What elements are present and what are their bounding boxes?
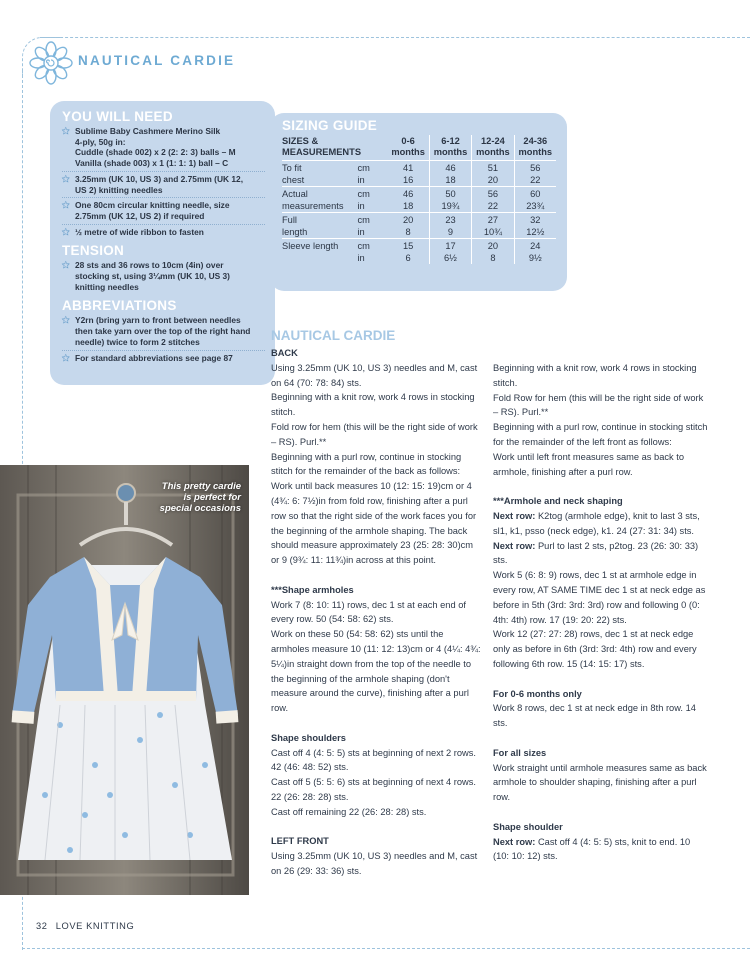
star-icon: ✩: [62, 260, 70, 271]
pattern-paragraph: [493, 568, 708, 627]
pattern-paragraph: [493, 361, 708, 391]
paragraph-text: LEFT FRONT: [271, 836, 329, 847]
star-icon: ✩: [62, 352, 70, 363]
table-row: Actual cm 46 50 56 60: [282, 187, 556, 201]
cardie-photo: [0, 465, 249, 895]
star-icon: ✩: [62, 173, 70, 184]
size-column-header: 6-12 months: [429, 135, 471, 161]
star-icon: ✩: [62, 226, 70, 237]
paragraph-text: Fold row for hem (this will be the right side of work – RS). Purl.**: [271, 421, 478, 447]
table-row: Full cm 20 23 27 32: [282, 213, 556, 227]
paragraph-text: ***Armhole and neck shaping: [493, 496, 623, 507]
pattern-paragraph: [271, 627, 483, 716]
paragraph-text: Cast off remaining 22 (26: 28: 28) sts.: [271, 806, 427, 817]
pattern-paragraph: [271, 805, 483, 820]
you-will-need-list: [62, 126, 265, 239]
table-row: To fit cm 41 46 51 56: [282, 161, 556, 175]
section-heading: [493, 746, 708, 761]
paragraph-text: Cast off 4 (4: 5: 5) sts at beginning of next 2 rows. 42 (46: 48: 52) sts.: [271, 747, 476, 773]
paragraph-text: Work straight until armhole measures same as back armhole to shoulder shaping, finishing after a purl row.: [493, 762, 707, 803]
frame-top-border: [40, 37, 750, 38]
section-heading: [493, 820, 708, 835]
magazine-name: LOVE KNITTING: [55, 921, 135, 931]
you-will-need-heading: YOU WILL NEED: [62, 109, 173, 124]
table-row: Sleeve length cm 15 17 20 24: [282, 239, 556, 253]
pattern-paragraph: [493, 420, 708, 450]
row-label: Next row:: [493, 836, 536, 847]
paragraph-text: ***Shape armholes: [271, 584, 354, 595]
pattern-title: NAUTICAL CARDIE: [271, 328, 396, 343]
paragraph-text: Work 5 (6: 8: 9) rows, dec 1 st at armhole edge in every row, AT SAME TIME dec 1 st at neck edge as before in 5th (3rd: 3rd: 3rd) row and following 0 (0: 4th: 4th) row. 17 (19: 20: 22) sts.: [493, 570, 706, 625]
section-heading: [271, 834, 483, 849]
pattern-paragraph: [271, 598, 483, 628]
list-item: ✩ Y2rn (bring yarn to front between needles then take yarn over the top of the right hand needle) twice to form 2 stitches: [62, 315, 265, 350]
sizes-header: SIZES & MEASUREMENTS: [282, 136, 362, 157]
list-item: ✩ 3.25mm (UK 10, US 3) and 2.75mm (UK 12, US 2) knitting needles: [62, 174, 265, 198]
size-column-header: 0-6 months: [391, 136, 425, 157]
paragraph-text: Beginning with a knit row, work 4 rows in stocking stitch.: [493, 363, 697, 388]
star-icon: ✩: [62, 126, 70, 136]
section-heading: [271, 346, 483, 361]
pattern-paragraph: [493, 761, 708, 805]
row-label: Next row:: [493, 540, 536, 551]
section-heading: [493, 494, 708, 509]
pattern-paragraph: [493, 835, 708, 865]
photo-caption: This pretty cardie is perfect for special occasions: [159, 481, 241, 514]
paragraph-text: Using 3.25mm (UK 10, US 3) needles and M, cast on 26 (29: 33: 36) sts.: [271, 851, 478, 876]
paragraph-text: Work 7 (8: 10: 11) rows, dec 1 st at each end of every row. 50 (54: 58: 62) sts.: [271, 599, 466, 625]
sizing-guide-heading: SIZING GUIDE: [282, 118, 378, 133]
list-item: ✩ One 80cm circular knitting needle, size 2.75mm (UK 12, US 2) if required: [62, 200, 265, 224]
paragraph-text: Beginning with a purl row, continue in stocking stitch for the remainder of the left front as follows:: [493, 422, 708, 447]
paragraph-text: Work 12 (27: 27: 28) rows, dec 1 st at neck edge only as before in 6th (3rd: 3rd: 4th) row and every following 6th row. 15 (14: 15: 17) sts.: [493, 629, 697, 669]
paragraph-text: K2tog (armhole edge), knit to last 3 sts, sl1, k1, psso (neck edge), k1. 24 (27: 31: 34) sts.: [493, 510, 700, 536]
pattern-paragraph: [493, 701, 708, 731]
paragraph-text: For 0-6 months only: [493, 688, 582, 699]
section-heading: [271, 583, 483, 598]
paragraph-text: Work on these 50 (54: 58: 62) sts until the armholes measure 10 (11: 12: 13)cm or 4 (4¼: 4¾: 5¼)in straight down from the top of the needle to the beginning of the armhole shaping (don't measure around the curve), finishing after a purl row.: [271, 629, 481, 714]
star-icon: ✩: [62, 315, 70, 326]
paragraph-text: Purl to last 2 sts, p2tog. 23 (26: 30: 33) sts.: [493, 540, 699, 566]
paragraph-text: Beginning with a purl row, continue in stocking stitch for the remainder of the back as follows: Work until back measures 10 (12: 15: 19)cm or 4 (4¾: 6: 7½)in from fold row, finishing after a purl row so that the right side of the work faces you for the beginning of the armhole shaping. The back should measure approximately 23 (25: 28: 30)cm or 9 (9¾: 11: 11¾)in across at this point.: [271, 451, 477, 566]
table-row: chest in 16 18 20 22: [282, 175, 556, 187]
paragraph-text: Shape shoulder: [493, 821, 563, 832]
abbreviations-list: [62, 315, 265, 365]
you-will-need-panel: [50, 101, 275, 385]
star-icon: ✩: [62, 200, 70, 211]
table-row: in 6 6½ 8 9½: [282, 253, 556, 265]
paragraph-text: For all sizes: [493, 747, 547, 758]
paragraph-text: BACK: [271, 348, 298, 358]
table-row: measurements in 18 19¾ 22 23¾: [282, 201, 556, 213]
paragraph-text: Cast off 4 (4: 5: 5) sts, knit to end. 10 (10: 10: 12) sts.: [493, 836, 691, 862]
list-item: ✩ 28 sts and 36 rows to 10cm (4in) over stocking st, using 3¼mm (UK 10, US 3) knitting needles: [62, 260, 230, 292]
pattern-paragraph: [493, 539, 708, 569]
page-title: NAUTICAL CARDIE: [78, 53, 236, 68]
size-column-header: 12-24 months: [472, 135, 514, 161]
pattern-paragraph: [271, 420, 483, 450]
spiral-flower-icon: [28, 40, 74, 86]
pattern-paragraph: [271, 390, 483, 420]
pattern-paragraph: [493, 391, 708, 421]
list-item: ✩ Sublime Baby Cashmere Merino Silk 4-ply, 50g in: Cuddle (shade 002) x 2 (2: 2: 3) balls – M Vanilla (shade 003) x 1 (1: 1: 1) ball – C: [62, 126, 265, 172]
pattern-column-2: [493, 361, 708, 864]
page-footer: [36, 921, 134, 931]
paragraph-text: Beginning with a knit row, work 4 rows in stocking stitch.: [271, 392, 475, 418]
pattern-paragraph: [493, 509, 708, 539]
pattern-paragraph: [271, 450, 483, 568]
pattern-column-1: [271, 346, 483, 879]
pattern-paragraph: [271, 775, 483, 805]
list-item: ✩ ½ metre of wide ribbon to fasten: [62, 226, 204, 237]
paragraph-text: Cast off 5 (5: 5: 6) sts at beginning of next 4 rows. 22 (26: 28: 28) sts.: [271, 777, 476, 802]
tension-list: [62, 260, 265, 294]
sizing-guide-panel: [270, 113, 567, 291]
pattern-paragraph: [271, 746, 483, 776]
table-row: length in 8 9 10¾ 12½: [282, 227, 556, 239]
pattern-paragraph: [493, 450, 708, 480]
sizing-table: [282, 135, 556, 264]
paragraph-text: Work 8 rows, dec 1 st at neck edge in 8th row. 14 sts.: [493, 703, 696, 729]
paragraph-text: Fold Row for hem (this will be the right side of work – RS). Purl.**: [493, 392, 704, 418]
tension-heading: TENSION: [62, 243, 125, 259]
paragraph-text: Shape shoulders: [271, 732, 346, 743]
paragraph-text: Work until left front measures same as back to armhole, finishing after a purl row.: [493, 451, 685, 477]
frame-bottom-border: [22, 948, 750, 949]
size-column-header: 24-36 months: [514, 135, 556, 161]
pattern-paragraph: [271, 361, 483, 391]
abbreviations-heading: ABBREVIATIONS: [62, 298, 177, 314]
pattern-paragraph: [493, 627, 708, 671]
page-number: 32: [36, 921, 48, 931]
pattern-paragraph: [271, 849, 483, 879]
section-heading: [493, 687, 708, 702]
list-item: ✩ For standard abbreviations see page 87: [62, 352, 233, 363]
cardie-illustration: [0, 465, 249, 895]
section-heading: [271, 731, 483, 746]
row-label: Next row:: [493, 510, 536, 521]
paragraph-text: Using 3.25mm (UK 10, US 3) needles and M, cast on 64 (70: 78: 84) sts.: [271, 362, 478, 388]
